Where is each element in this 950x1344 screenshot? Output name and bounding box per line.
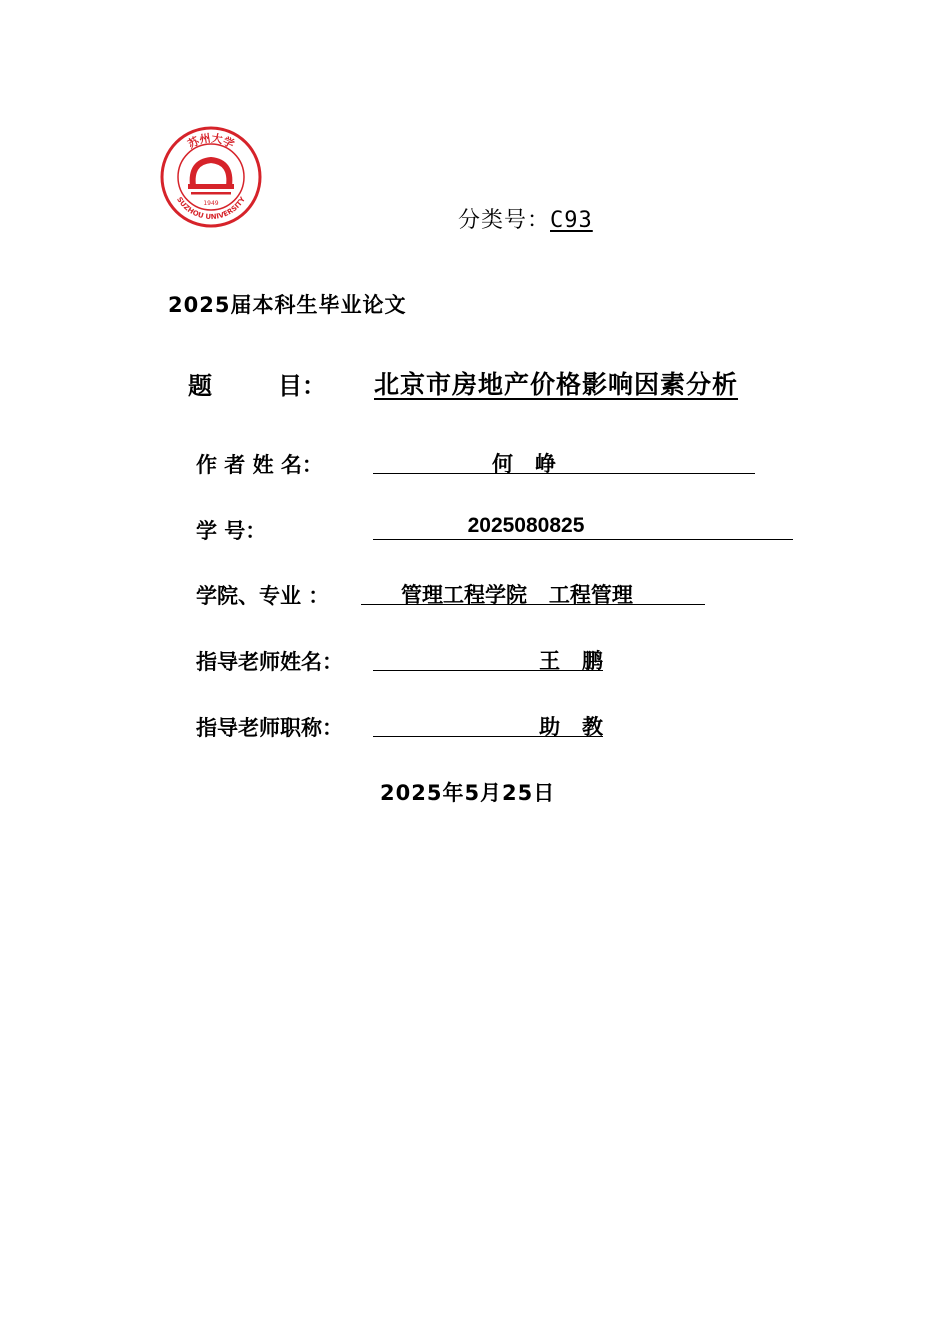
thesis-year-heading: 2025届本科生毕业论文 [168, 293, 407, 317]
student-id-label: 学 号： [196, 518, 267, 543]
seal-year: 1949 [203, 200, 219, 207]
advisor-name-label: 指导老师姓名： [196, 649, 343, 674]
svg-text:苏州大学 [185, 131, 237, 151]
school-major-label: 学院、专业 ： [196, 583, 330, 608]
title-label-part-b: 目： [278, 372, 326, 400]
seal-bottom-text: SUZHOU UNIVERSITY [175, 195, 247, 222]
student-id-underline [373, 539, 793, 540]
advisor-name-value: 王 鹏 [539, 648, 603, 673]
seal-top-text: 苏州大学 [185, 131, 237, 151]
advisor-title-value: 助 教 [539, 714, 603, 739]
classification-code: C93 [550, 208, 593, 233]
author-name-value: 何 峥 [492, 451, 556, 476]
advisor-title-label: 指导老师职称： [196, 715, 343, 740]
seal-graphic [160, 126, 262, 228]
school-major-value: 管理工程学院 工程管理 [401, 582, 633, 607]
student-id-value: 2025080825 [467, 514, 585, 537]
classification-number [458, 203, 593, 234]
title-label [188, 366, 326, 401]
thesis-title: 北京市房地产价格影响因素分析 [374, 370, 739, 399]
author-name-label: 作 者 姓 名： [196, 452, 323, 477]
university-seal-logo [160, 126, 262, 228]
classification-label: 分类号： [458, 208, 551, 233]
title-label-part-a: 题 [188, 372, 212, 400]
submission-date: 2025年5月25日 [380, 781, 556, 805]
